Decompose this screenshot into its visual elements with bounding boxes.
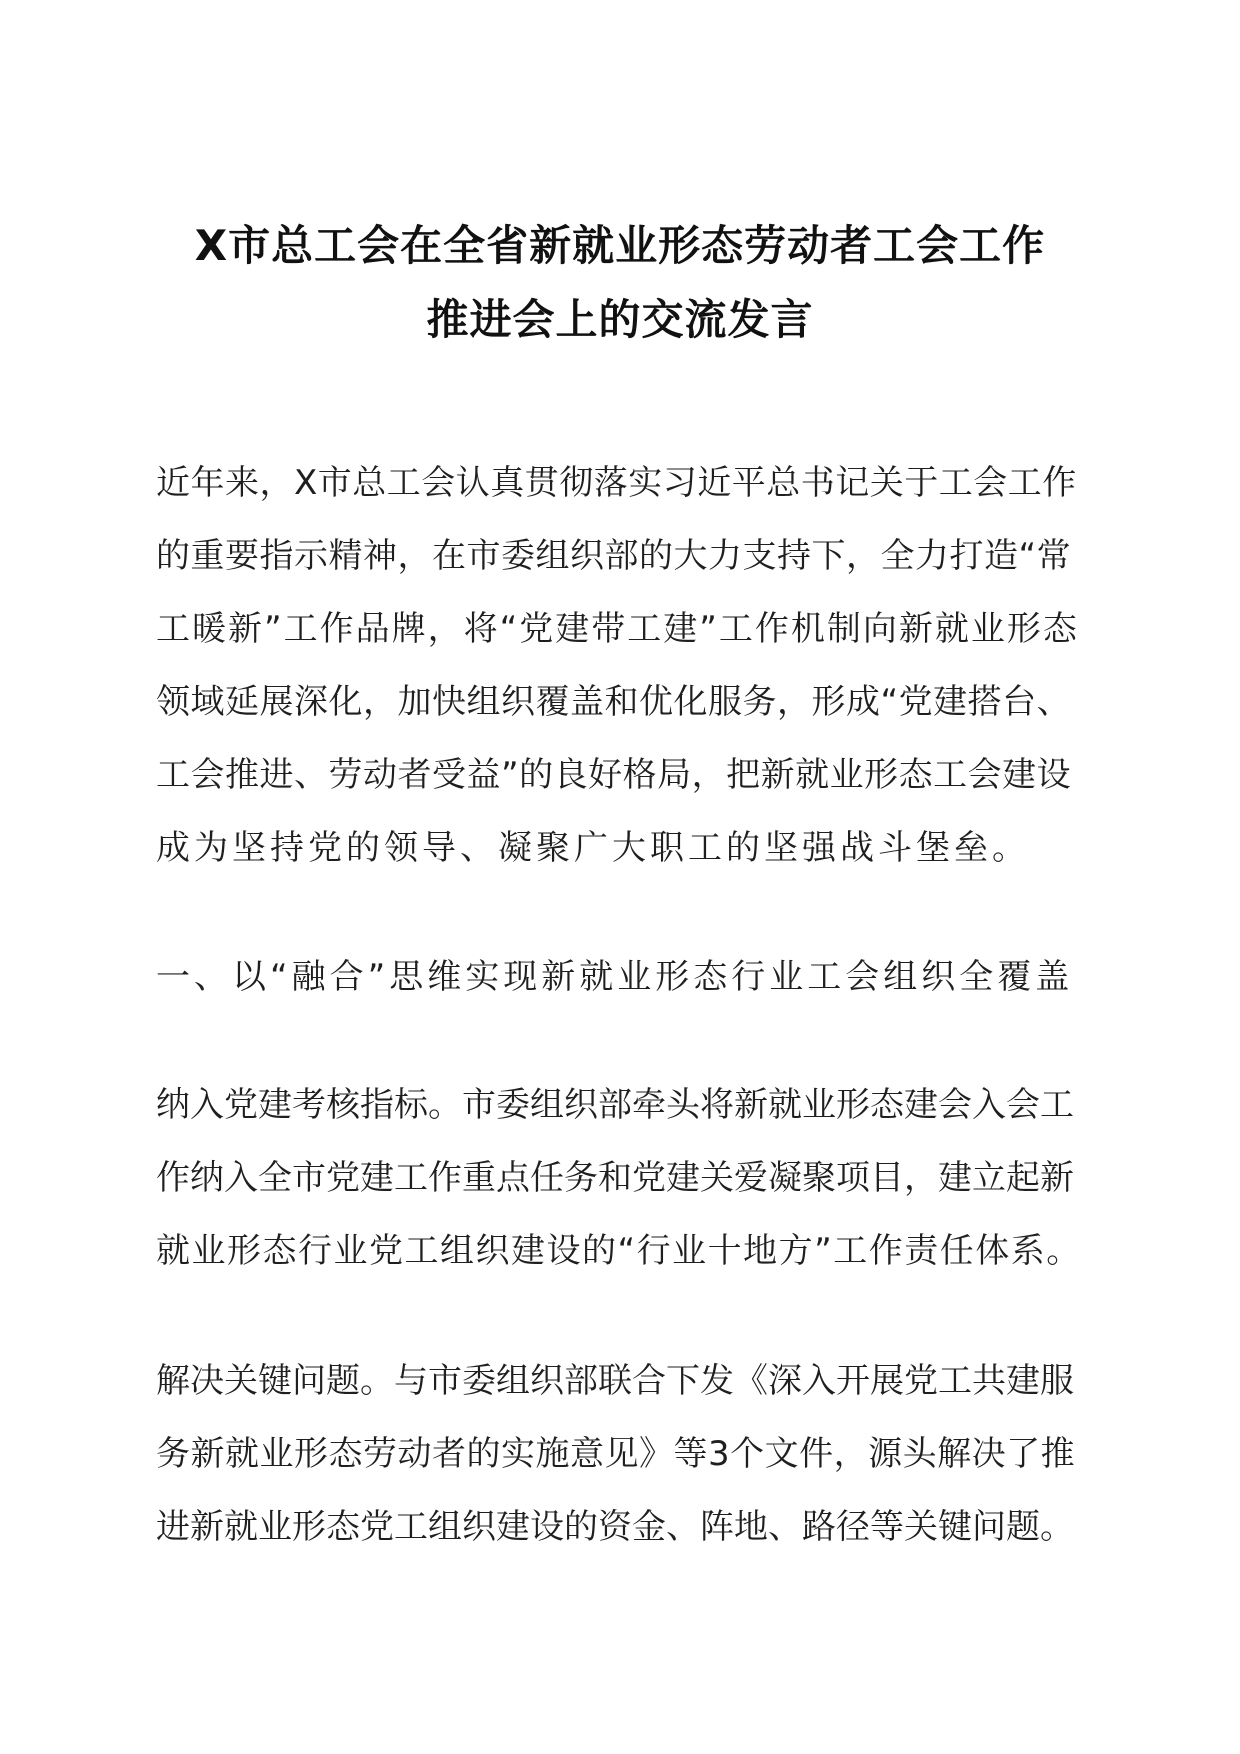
paragraph-line: 作纳入全市党建工作重点任务和党建关爱凝聚项目，建立起新 — [156, 1158, 1074, 1198]
paragraph-line: 解决关键问题。与市委组织部联合下发《深入开展党工共建服 — [156, 1361, 1074, 1401]
document-title-line-1: X市总工会在全省新就业形态劳动者工会工作 — [194, 221, 1046, 270]
paragraph-line: 纳入党建考核指标。市委组织部牵头将新就业形态建会入会工 — [156, 1085, 1074, 1125]
document-title-line-2: 推进会上的交流发言 — [426, 295, 814, 344]
paragraph-line: 领域延展深化，加快组织覆盖和优化服务，形成“党建搭台、 — [156, 682, 1072, 722]
paragraph-line: 进新就业形态党工组织建设的资金、阵地、路径等关键问题。 — [156, 1507, 1074, 1547]
paragraph-line: 工暖新”工作品牌，将“党建带工建”工作机制向新就业形态 — [156, 609, 1079, 649]
paragraph-line: 就业形态行业党工组织建设的“行业十地方”工作责任体系。 — [156, 1231, 1082, 1271]
section-heading-line: 一、以“融合”思维实现新就业形态行业工会组织全覆盖 — [156, 957, 1074, 997]
paragraph-line: 务新就业形态劳动者的实施意见》等3个文件，源头解决了推 — [156, 1434, 1076, 1474]
paragraph-line: 工会推进、劳动者受益”的良好格局，把新就业形态工会建设 — [156, 755, 1072, 795]
paragraph-line: 成为坚持党的领导、凝聚广大职工的坚强战斗堡垒。 — [156, 828, 1030, 868]
paragraph-line: 的重要指示精神，在市委组织部的大力支持下，全力打造“常 — [156, 536, 1072, 576]
paragraph-line: 近年来，X市总工会认真贯彻落实习近平总书记关于工会工作 — [156, 463, 1077, 503]
